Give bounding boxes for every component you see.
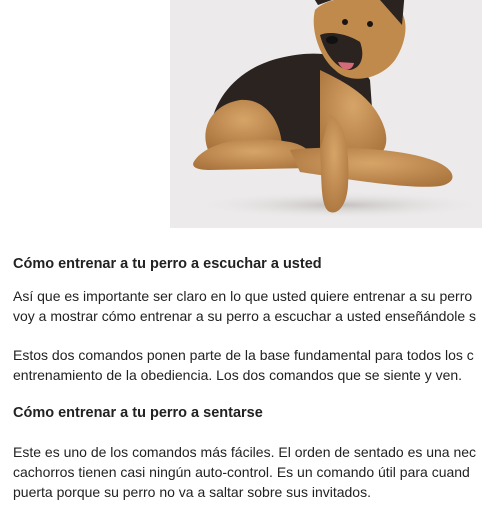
intro-line: Así que es importante ser claro en lo que usted quiere entrenar a su perro	[13, 288, 473, 304]
commands-line: Estos dos comandos ponen parte de la base fundamental para todos los c	[13, 347, 474, 363]
heading-train-listen: Cómo entrenar a tu perro a escuchar a usted	[13, 256, 322, 272]
heading-train-sit: Cómo entrenar a tu perro a sentarse	[13, 405, 263, 421]
commands-line: entrenamiento de la obediencia. Los dos comandos que se siente y ven.	[13, 367, 463, 383]
commands-paragraph	[13, 345, 482, 385]
sit-line: Este es uno de los comandos más fáciles. El orden de sentado es una nec	[13, 444, 477, 460]
german-shepherd-illustration	[170, 0, 482, 228]
article-content	[13, 254, 482, 502]
sit-paragraph	[13, 442, 482, 502]
sit-line: puerta porque su perro no va a saltar sobre sus invitados.	[13, 484, 371, 500]
sit-line: cachorros tienen casi ningún auto-control. Es un comando útil para cuand	[13, 464, 470, 480]
intro-line: voy a mostrar cómo entrenar a su perro a escuchar a usted enseñándole s	[13, 308, 477, 324]
dog-photo	[170, 0, 482, 228]
intro-paragraph	[13, 286, 482, 326]
